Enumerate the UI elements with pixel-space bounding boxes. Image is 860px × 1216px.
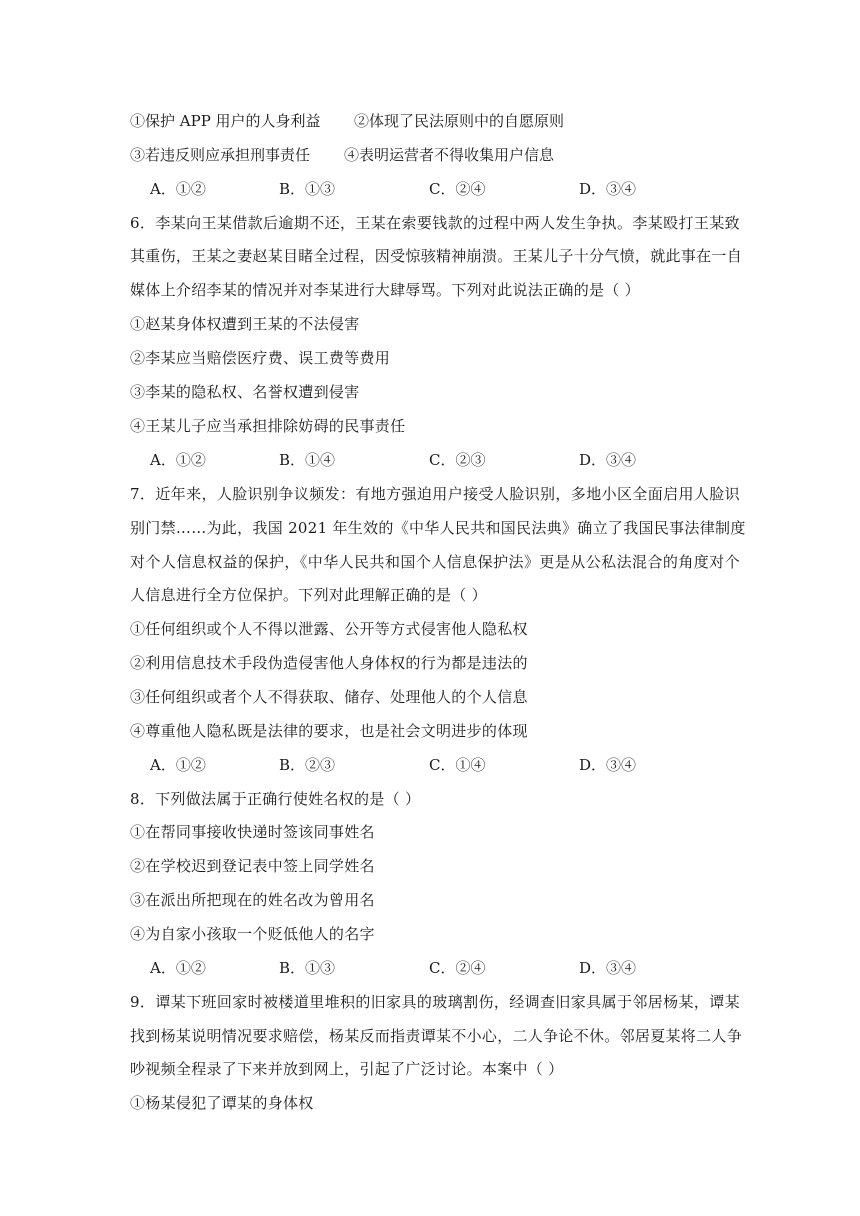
q9-stem-line-2: 找到杨某说明情况要求赔偿，杨某反而指责谭某不小心，二人争论不休。邻居夏某将二人争 <box>130 1027 743 1045</box>
q5-option-d: D．③④ <box>579 180 637 198</box>
q7-item-4: ④尊重他人隐私既是法律的要求，也是社会文明进步的体现 <box>130 722 528 740</box>
q8-option-c: C．②④ <box>429 959 486 977</box>
q8-item-2: ②在学校迟到登记表中签上同学姓名 <box>130 857 375 875</box>
q6-option-d: D．③④ <box>579 451 637 469</box>
q7-stem-line-2: 别门禁……为此，我国 2021 年生效的《中华人民共和国民法典》确立了我国民事法律制度 <box>130 519 746 537</box>
q6-option-b: B．①④ <box>279 451 336 469</box>
q5-item-1: ①保护 APP 用户的人身利益 <box>130 112 321 130</box>
q6-stem-line-2: 其重伤，王某之妻赵某目睹全过程，因受惊骇精神崩溃。王某儿子十分气愤，就此事在一自 <box>130 247 743 265</box>
q5-items-row-1 <box>130 111 740 131</box>
q6-item-1: ①赵某身体权遭到王某的不法侵害 <box>130 315 360 333</box>
q6-stem-line-3: 媒体上介绍李某的情况并对李某进行大肆辱骂。下列对此说法正确的是（ ） <box>130 281 640 299</box>
q9-item-1: ①杨某侵犯了谭某的身体权 <box>130 1094 314 1112</box>
q8-option-d: D．③④ <box>579 959 637 977</box>
q8-item-4: ④为自家小孩取一个贬低他人的名字 <box>130 925 375 943</box>
q8-option-b: B．①③ <box>279 959 336 977</box>
q6-item-2: ②李某应当赔偿医疗费、误工费等费用 <box>130 349 391 367</box>
q7-stem-line-4: 人信息进行全方位保护。下列对此理解正确的是（ ） <box>130 586 487 604</box>
q6-stem-line-1: 6．李某向王某借款后逾期不还，王某在索要钱款的过程中两人发生争执。李某殴打王某致 <box>130 214 740 232</box>
q7-item-1: ①任何组织或个人不得以泄露、公开等方式侵害他人隐私权 <box>130 620 528 638</box>
q7-item-3: ③任何组织或者个人不得获取、储存、处理他人的个人信息 <box>130 688 528 706</box>
q7-option-d: D．③④ <box>579 756 637 774</box>
q8-item-1: ①在帮同事接收快递时签该同事姓名 <box>130 823 375 841</box>
q6-item-3: ③李某的隐私权、名誉权遭到侵害 <box>130 383 360 401</box>
q5-option-c: C．②④ <box>429 180 486 198</box>
q5-items-row-2 <box>130 145 740 165</box>
q7-option-c: C．①④ <box>429 756 486 774</box>
q5-item-2: ②体现了民法原则中的自愿原则 <box>354 112 565 130</box>
q8-item-3: ③在派出所把现在的姓名改为曾用名 <box>130 891 375 909</box>
q5-item-3: ③若违反则应承担刑事责任 <box>130 146 311 164</box>
q7-options <box>130 755 740 775</box>
q8-option-a: A．①② <box>150 959 206 977</box>
q7-option-a: A．①② <box>150 756 206 774</box>
q7-stem-line-3: 对个人信息权益的保护，《中华人民共和国个人信息保护法》更是从公私法混合的角度对个 <box>130 553 740 571</box>
q9-stem-line-3: 吵视频全程录了下来并放到网上，引起了广泛讨论。本案中（ ） <box>130 1060 564 1078</box>
q6-item-4: ④王某儿子应当承担排除妨碍的民事责任 <box>130 417 406 435</box>
q9-stem-line-1: 9．谭某下班回家时被楼道里堆积的旧家具的玻璃割伤，经调查旧家具属于邻居杨某，谭某 <box>130 993 740 1011</box>
q7-option-b: B．②③ <box>279 756 336 774</box>
q8-options <box>130 958 740 978</box>
q5-option-b: B．①③ <box>279 180 336 198</box>
q6-option-a: A．①② <box>150 451 206 469</box>
q5-item-4: ④表明运营者不得收集用户信息 <box>344 146 555 164</box>
q5-options <box>130 179 740 199</box>
q7-item-2: ②利用信息技术手段伪造侵害他人身体权的行为都是违法的 <box>130 654 528 672</box>
q6-option-c: C．②③ <box>429 451 486 469</box>
q7-stem-line-1: 7．近年来，人脸识别争议频发：有地方强迫用户接受人脸识别，多地小区全面启用人脸识 <box>130 485 740 503</box>
q6-options <box>130 450 740 470</box>
q5-option-a: A．①② <box>150 180 206 198</box>
q8-stem: 8．下列做法属于正确行使姓名权的是（ ） <box>130 790 421 808</box>
